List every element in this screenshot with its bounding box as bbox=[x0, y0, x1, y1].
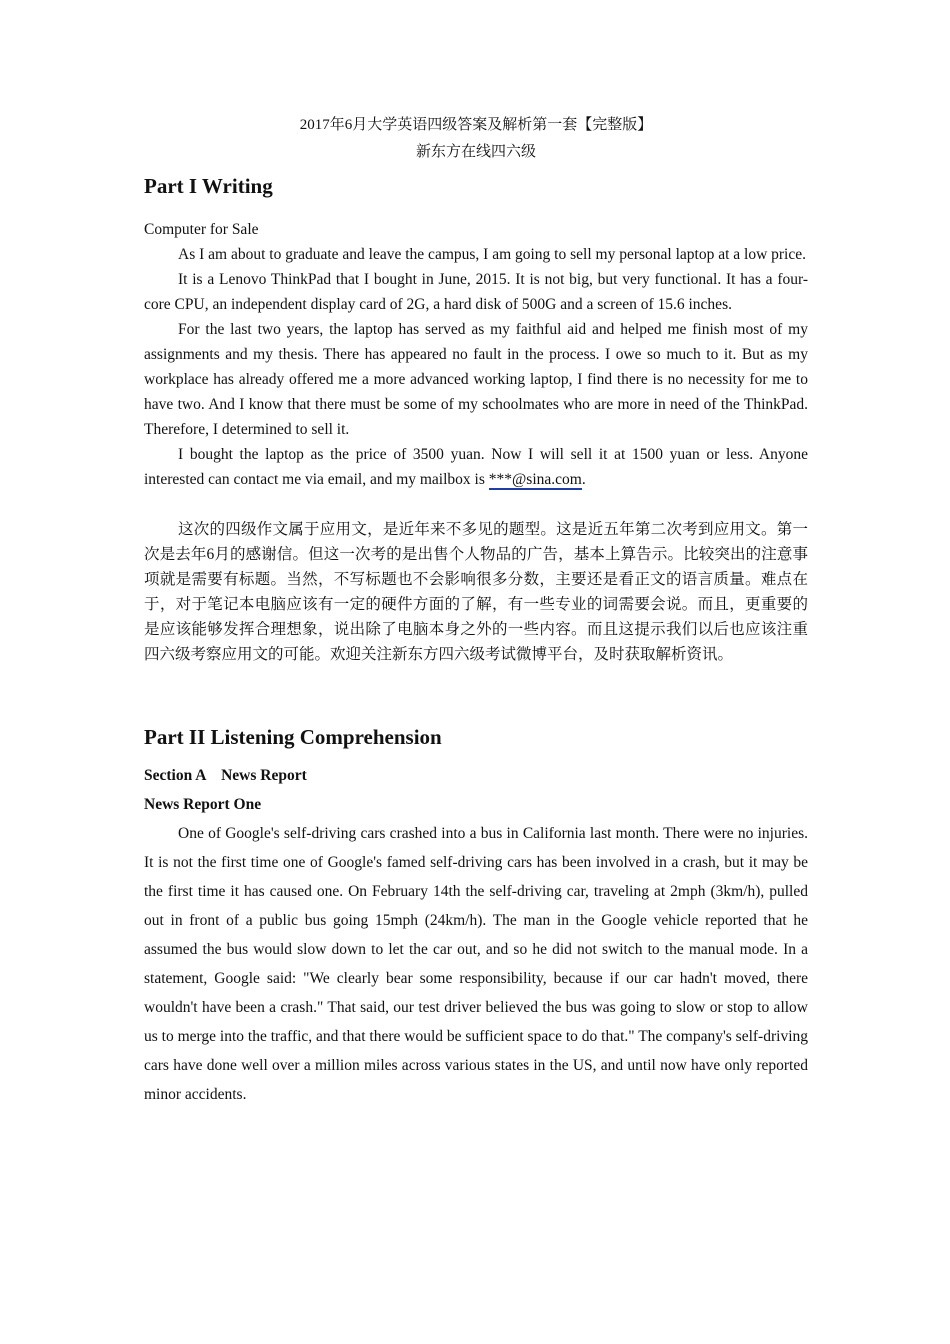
essay-last-text: I bought the laptop as the price of 3500 yuan. Now I will sell it at 1500 yuan or less. Anyone interested can contact me via email, and my mailbox is bbox=[144, 446, 808, 488]
section-a-label: Section A News Report bbox=[144, 767, 307, 784]
news-report-paragraph: One of Google's self-driving cars crashed into a bus in California last month. There were no injuries. It is not the first time one of Google's famed self-driving cars has been involved in a crash, but it may be the first time it has caused one. On February 14th the self-driving car, traveling at 2mph (3km/h), pulled out in front of a public bus going 15mph (24km/h). The man in the Google vehicle reported that he assumed the bus would slow down to let the car out, and so he did not switch to the manual mode. In a statement, Google said: "We clearly bear some responsibility, because if our car hadn't moved, there wouldn't have been a crash." That said, our test driver believed the bus was going to slow or stop to allow us to merge into the traffic, and that there would be sufficient space to do that." The company's self-driving cars have done well over a million miles across various states in the US, and until now have only reported minor accidents. bbox=[144, 825, 808, 1103]
essay-title: Computer for Sale bbox=[144, 221, 259, 238]
email-link[interactable]: ***@sina.com bbox=[488, 471, 582, 488]
part1-heading: Part I Writing bbox=[144, 174, 273, 198]
essay-paragraph: For the last two years, the laptop has served as my faithful aid and helped me finish most of my assignments and my thesis. There has appeared no fault in the process. I owe so much to it. But as my workplace has already offered me a more advanced working laptop, I find there is no necessity for me to have two. And I know that there must be some of my schoolmates who are more in need of the ThinkPad. Therefore, I determined to sell it. bbox=[144, 321, 808, 438]
essay-last-end: . bbox=[581, 471, 586, 488]
essay-paragraph: It is a Lenovo ThinkPad that I bought in June, 2015. It is not big, but very functional. It has a four-core CPU, an independent display card of 2G, a hard disk of 500G and a screen of 15.6 inches. bbox=[144, 271, 808, 313]
part2-heading: Part II Listening Comprehension bbox=[144, 725, 442, 749]
essay-paragraph: As I am about to graduate and leave the campus, I am going to sell my personal laptop at a low price. bbox=[178, 246, 806, 263]
essay-paragraph-last bbox=[144, 442, 808, 492]
document-subtitle: 新东方在线四六级 bbox=[415, 144, 536, 160]
news-report-label: News Report One bbox=[144, 796, 262, 813]
writing-analysis: 这次的四级作文属于应用文，是近年来不多见的题型。这是近五年第二次考到应用文。第一次是去年6月的感谢信。但这一次考的是出售个人物品的广告，基本上算告示。比较突出的注意事项就是需要有标题。当然，不写标题也不会影响很多分数，主要还是看正文的语言质量。难点在于，对于笔记本电脑应该有一定的硬件方面的了解，有一些专业的词需要会说。而且，更重要的是应该能够发挥合理想象，说出除了电脑本身之外的一些内容。而且这提示我们以后也应该注重四六级考察应用文的可能。欢迎关注新东方四六级考试微博平台，及时获取解析资讯。 bbox=[144, 521, 808, 663]
document-title: 2017年6月大学英语四级答案及解析第一套【完整版】 bbox=[299, 117, 653, 133]
document-page bbox=[144, 112, 808, 1109]
